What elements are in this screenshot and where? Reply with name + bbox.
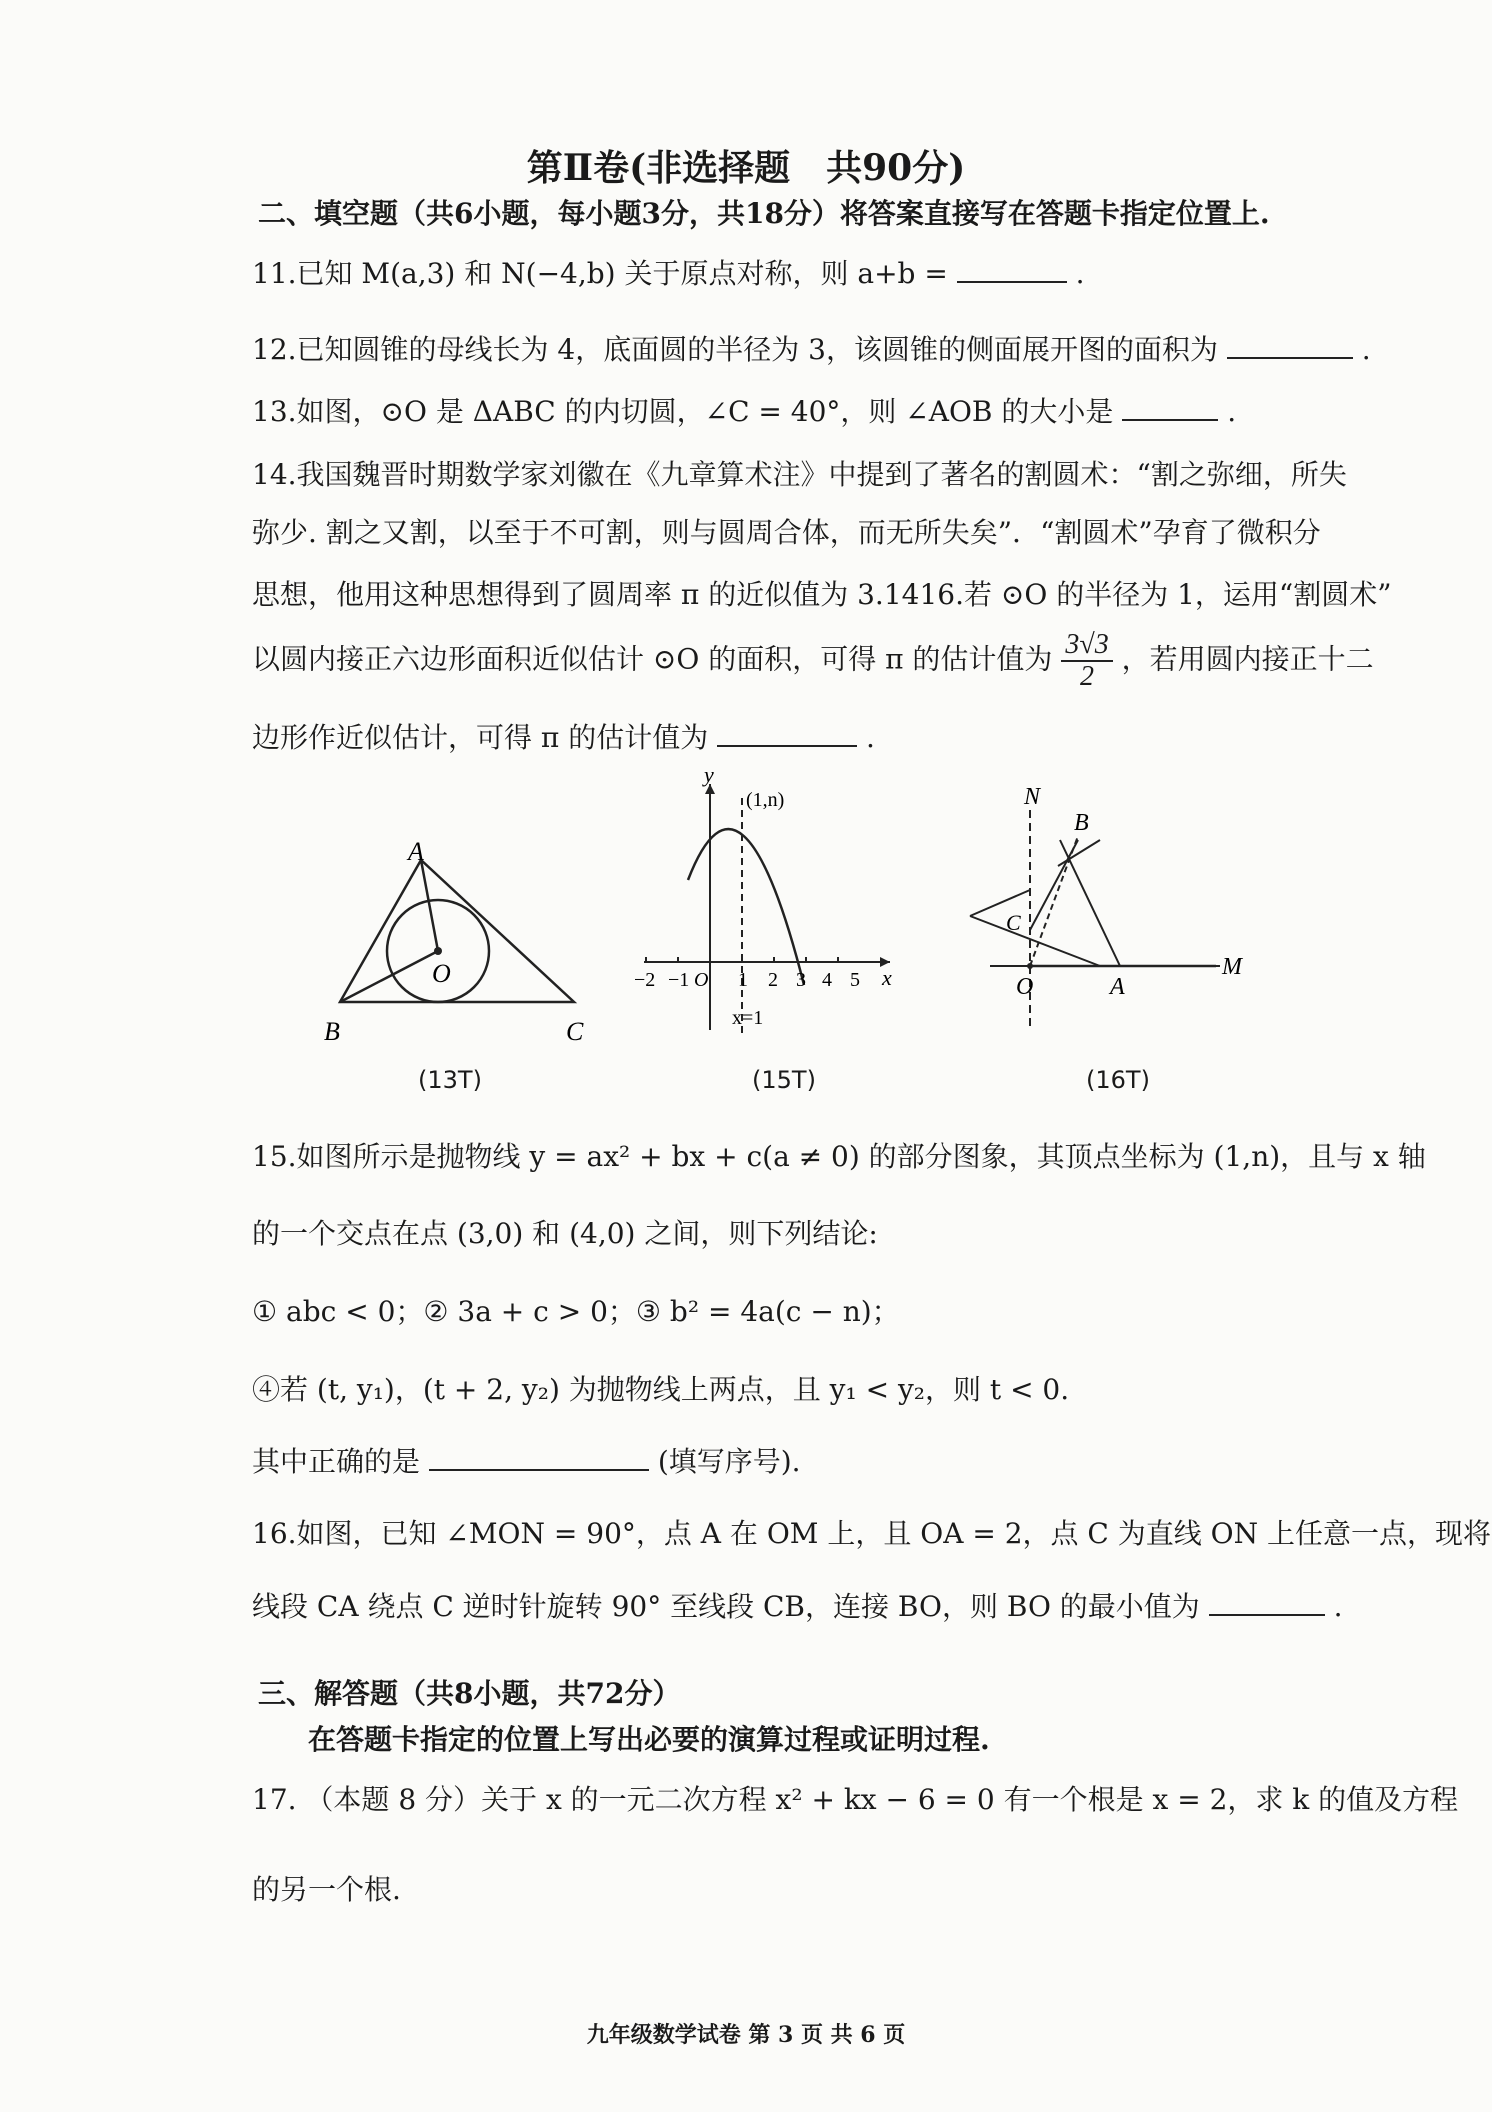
tick-1: 1: [738, 969, 748, 991]
label-C: C: [566, 1017, 584, 1046]
vertex-label: (1,n): [746, 789, 785, 811]
question-12: [252, 328, 1371, 368]
section-title: 第Ⅱ卷(非选择题 共90分): [526, 147, 966, 189]
tick-2: 2: [768, 969, 778, 991]
symmetry-axis-label: x=1: [732, 1007, 764, 1029]
tick-neg1: −1: [668, 969, 690, 991]
answer-blank-12: [1227, 329, 1353, 359]
question-16-line-2: [252, 1585, 1343, 1625]
question-15-line-4: ④若 (t, y₁)，(t + 2, y₂) 为抛物线上两点，且 y₁ < y₂，则 t < 0.: [252, 1373, 1070, 1406]
question-13-end: .: [1227, 395, 1237, 428]
label-B: B: [1074, 810, 1089, 836]
y-axis-label: y: [704, 770, 714, 787]
answer-blank-11: [957, 253, 1067, 283]
figure-15-parabola: [630, 770, 910, 1050]
label-O: O: [432, 959, 451, 988]
question-15-answer-prompt: 其中正确的是: [252, 1445, 421, 1478]
label-B: B: [324, 1017, 340, 1046]
x-axis-label: x: [882, 965, 892, 990]
tick-3: 3: [796, 969, 806, 991]
question-12-text: 12.已知圆锥的母线长为 4，底面圆的半径为 3，该圆锥的侧面展开图的面积为: [252, 333, 1218, 366]
figure-13-triangle-incircle: [320, 830, 620, 1050]
question-16-end: .: [1333, 1590, 1343, 1623]
question-14-line-5: [252, 716, 875, 756]
question-14-line-3: 思想，他用这种思想得到了圆周率 π 的近似值为 3.1416.若 ⊙O 的半径为 1，运用“割圆术”: [252, 578, 1392, 611]
question-12-end: .: [1361, 333, 1371, 366]
question-11-text: 11.已知 M(a,3) 和 N(−4,b) 关于原点对称，则 a+b =: [252, 257, 948, 290]
tick-neg2: −2: [634, 969, 656, 991]
figure-16-rotation: [950, 780, 1250, 1050]
question-13-text: 13.如图，⊙O 是 ΔABC 的内切圆，∠C = 40°，则 ∠AOB 的大小是: [252, 395, 1114, 428]
question-14-end: .: [866, 721, 875, 754]
question-11-end: .: [1075, 257, 1085, 290]
question-15-line-1: 15.如图所示是抛物线 y = ax² + bx + c(a ≠ 0) 的部分图象，其顶点坐标为 (1,n)，且与 x 轴: [252, 1140, 1426, 1173]
tick-origin: O: [694, 969, 709, 991]
label-N: N: [1024, 784, 1041, 810]
question-17-line-1: 17. （本题 8 分）关于 x 的一元二次方程 x² + kx − 6 = 0 有一个根是 x = 2，求 k 的值及方程: [252, 1783, 1459, 1816]
figure-15-caption: (15T): [752, 1066, 816, 1094]
answer-blank-13: [1122, 391, 1218, 421]
fraction-numerator: 3√3: [1061, 630, 1112, 662]
question-14-line-2: 弥少. 割之又割，以至于不可割，则与圆周合体，而无所失矣”．“割圆术”孕育了微积分: [252, 516, 1321, 549]
label-O: O: [1016, 974, 1034, 1000]
page-footer: 九年级数学试卷 第 3 页 共 6 页: [586, 2022, 906, 2048]
question-15-answer-hint: (填写序号).: [657, 1445, 801, 1478]
figure-16-caption: (16T): [1086, 1066, 1150, 1094]
label-M: M: [1222, 954, 1242, 980]
answer-section-instruction: 在答题卡指定的位置上写出必要的演算过程或证明过程.: [308, 1723, 990, 1756]
answer-blank-16: [1209, 1586, 1325, 1616]
label-C: C: [1006, 910, 1021, 935]
answer-blank-15: [429, 1441, 649, 1471]
question-17-line-2: 的另一个根.: [252, 1873, 401, 1906]
question-15-line-2: 的一个交点在点 (3,0) 和 (4,0) 之间，则下列结论:: [252, 1217, 878, 1250]
question-14-line-1: 14.我国魏晋时期数学家刘徽在《九章算术注》中提到了著名的割圆术：“割之弥细，所失: [252, 458, 1347, 491]
answer-blank-14: [717, 717, 857, 747]
fill-in-section-heading: 二、填空题（共6小题，每小题3分，共18分）将答案直接写在答题卡指定位置上.: [258, 197, 1270, 230]
question-14-line-5-text: 边形作近似估计，可得 π 的估计值为: [252, 721, 709, 754]
pi-estimate-fraction: [1061, 630, 1112, 692]
question-16-line-1: 16.如图，已知 ∠MON = 90°，点 A 在 OM 上，且 OA = 2，点 C 为直线 ON 上任意一点，现将: [252, 1517, 1491, 1550]
answer-section-heading: 三、解答题（共8小题，共72分）: [258, 1677, 681, 1710]
question-14-line-4b: ，若用圆内接正十二: [1121, 642, 1374, 676]
tick-5: 5: [850, 969, 860, 991]
question-14-line-4: [252, 630, 1374, 692]
label-A: A: [1110, 974, 1125, 1000]
label-A: A: [408, 837, 424, 866]
figure-13-caption: (13T): [418, 1066, 482, 1094]
question-11: [252, 252, 1085, 292]
question-15-line-5: [252, 1440, 801, 1480]
question-13: [252, 390, 1236, 430]
fraction-denominator: 2: [1080, 661, 1095, 692]
question-15-line-3: ① abc < 0；② 3a + c > 0；③ b² = 4a(c − n)；: [252, 1295, 900, 1328]
question-16-line-2-text: 线段 CA 绕点 C 逆时针旋转 90° 至线段 CB，连接 BO，则 BO 的最小值为: [252, 1590, 1200, 1623]
question-14-line-4a: 以圆内接正六边形面积近似估计 ⊙O 的面积，可得 π 的估计值为: [252, 642, 1053, 676]
tick-4: 4: [822, 969, 832, 991]
